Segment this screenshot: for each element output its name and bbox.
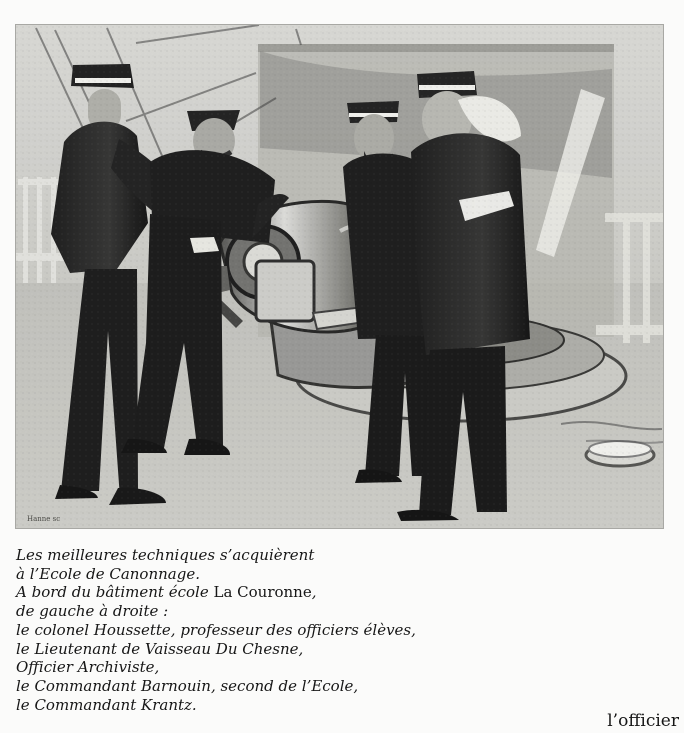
caption-line-5: le colonel Houssette, professeur des officiers élèves, — [16, 620, 416, 639]
caption-line-4: de gauche à droite : — [16, 602, 169, 621]
photo-grain — [16, 25, 663, 528]
photo-engraver-signature: Hanne sc — [27, 515, 61, 523]
ship-name: La Couronne — [213, 583, 312, 602]
caption-line-9: le Commandant Krantz. — [16, 695, 197, 714]
caption-line-8: le Commandant Barnouin, second de l’Ecole, — [16, 676, 359, 695]
historical-photograph — [16, 25, 663, 528]
caption-line-2: à l’Ecole de Canonnage. — [16, 564, 200, 583]
footer-text-fragment: l’officier — [607, 711, 679, 731]
photo-caption — [16, 546, 576, 714]
caption-line-3-prefix: A bord du bâtiment école — [16, 583, 214, 602]
caption-line-3-suffix: , — [311, 583, 317, 602]
caption-line-3 — [16, 583, 576, 602]
naval-gun-deck-photo — [16, 25, 663, 528]
caption-line-1: Les meilleures techniques s’acquièrent — [16, 546, 315, 564]
caption-line-7: Officier Archiviste, — [16, 658, 160, 677]
caption-line-6: le Lieutenant de Vaisseau Du Chesne, — [16, 639, 304, 658]
